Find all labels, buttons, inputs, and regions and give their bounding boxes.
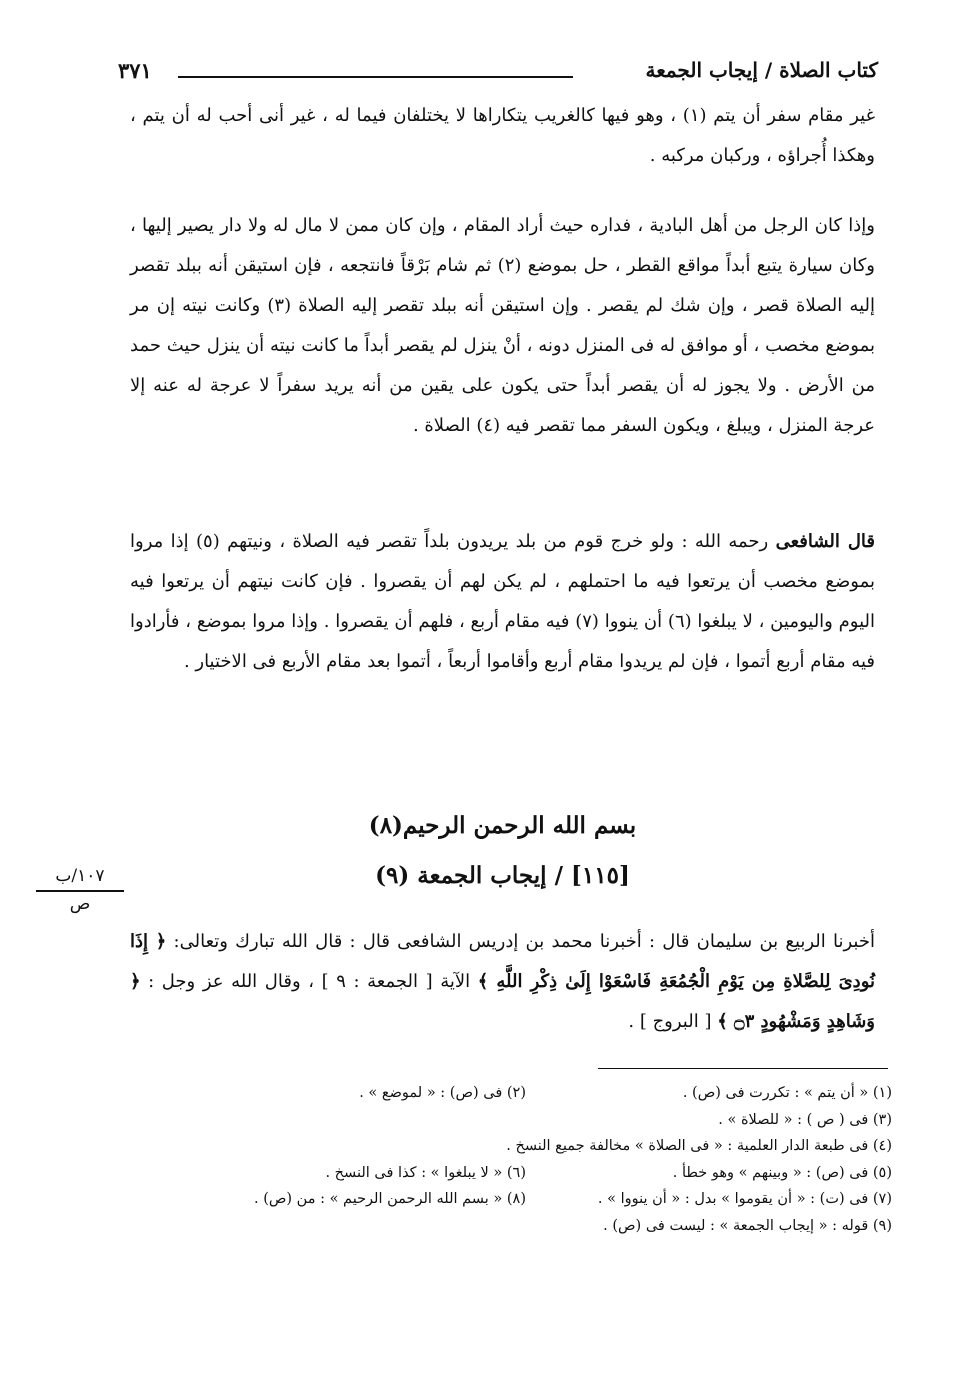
paragraph-4-intro: أخبرنا الربيع بن سليمان قال : أخبرنا محمد بن إدريس الشافعى قال : قال الله تبارك وتعالى: xyxy=(166,931,875,952)
chapter-heading: [١١٥] / إيجاب الجمعة (٩) xyxy=(375,862,630,889)
margin-rule xyxy=(36,890,124,892)
page-number: ٣٧١ xyxy=(118,58,152,83)
paragraph-1: غير مقام سفر أن يتم (١) ، وهو فيها كالغريب يتكاراها لا يختلفان فيما له ، غير أنى أحب له أن يتم ، وهكذا أُجراؤه ، وركبان مركبه . xyxy=(130,105,875,166)
running-title: كتاب الصلاة / إيجاب الجمعة xyxy=(645,58,878,82)
footnote-row xyxy=(160,1186,892,1213)
footnote-8: (٨) « بسم الله الرحمن الرحيم » : من (ص) . xyxy=(253,1191,526,1207)
folio-number: ١٠٧/ب xyxy=(55,866,105,886)
footnote-rule xyxy=(598,1068,888,1069)
quran-quote-2: ﴿ وَشَاهِدٍ وَمَشْهُودٍ ۝٣ ﴾ xyxy=(130,971,875,1032)
footnote-5: (٥) فى (ص) : « وبينهم » وهو خطأ . xyxy=(672,1164,892,1181)
paragraph-4-middle: الآية [ الجمعة : ٩ ] ، وقال الله عز وجل : xyxy=(140,971,478,992)
paragraph-3 xyxy=(130,522,875,682)
footnote-2: (٢) فى (ص) : « لموضع » . xyxy=(359,1085,526,1101)
footnote-4: (٤) فى طبعة الدار العلمية : « فى الصلاة » مخالفة جميع النسخ . xyxy=(506,1138,892,1154)
footnotes xyxy=(160,1080,892,1239)
footnote-row xyxy=(160,1160,892,1187)
manuscript-folio-note xyxy=(30,866,130,914)
paragraph-4 xyxy=(130,922,875,1042)
quran-quote-1: ﴿ إِذَا نُودِىَ لِلصَّلاةِ مِن يَوْمِ الْجُمُعَةِ فَاسْعَوْا إِلَىٰ ذِكْرِ اللَّهِ ﴾ xyxy=(130,931,876,992)
footnote-6: (٦) « لا يبلغوا » : كذا فى النسخ . xyxy=(325,1164,526,1181)
speaker-name: قال الشافعى xyxy=(775,531,875,552)
footnote-9: (٩) قوله : « إيجاب الجمعة » : ليست فى (ص) . xyxy=(603,1217,892,1234)
footnote-row xyxy=(160,1080,892,1107)
basmala-heading: بسم الله الرحمن الرحيم(٨) xyxy=(368,812,637,839)
running-header xyxy=(118,58,878,94)
paragraph-2: وإذا كان الرجل من أهل البادية ، فداره حيث أراد المقام ، وإن كان ممن لا مال له ولا دار يصير إليها ، وكان سيارة يتبع أبداً مواقع القطر ، حل بموضع (٢) ثم شام بَرْقاً فانتجعه ، فإن استيقن أنه ببلد تقصر إليه الصلاة قصر ، وإن شك لم يقصر . وإن استيقن أنه ببلد تقصر إليه الصلاة (٣) وكانت نيته إن مر بموضع مخصب ، أو موافق له فى المنزل دونه ، أنْ ينزل لم يقصر أبداً ما كانت نيته أن ينزل حيث حمد من الأرض . ولا يجوز له أن يقصر أبداً حتى يكون على يقين من أنه يريد سفراً لا عرجة له عنه إلا عرجة المنزل ، ويبلغ ، ويكون السفر مما تقصر فيه (٤) الصلاة . xyxy=(130,215,876,436)
footnote-3: (٣) فى ( ص ) : « للصلاة » . xyxy=(718,1111,892,1128)
paragraph-4-end: [ البروج ] . xyxy=(628,1011,718,1032)
footnote-1: (١) « أن يتم » : تكررت فى (ص) . xyxy=(682,1085,892,1101)
header-rule xyxy=(178,76,573,78)
manuscript-siglum: ص xyxy=(69,894,91,914)
paragraph-3-text: رحمه الله : ولو خرج قوم من بلد يريدون بلداً تقصر فيه الصلاة ، ونيتهم (٥) إذا مروا بموضع مخصب أن يرتعوا فيه ما احتملهم ، لم يكن لهم أن يقصروا . فإن كانت نيتهم أن يرتعوا فيه اليوم واليومين ، لا يبلغوا (٦) أن ينووا (٧) فيه مقام أربع ، فلهم أن يقصروا . وإذا مروا بموضع ، فأرادوا فيه مقام أربع أتموا ، فإن لم يريدوا مقام أربع وأقاموا أربعاً ، أتموا بعد مقام الأربع فى الاختيار . xyxy=(130,531,876,672)
footnote-7: (٧) فى (ت) : « أن يقوموا » بدل : « أن ينووا » . xyxy=(597,1191,892,1207)
